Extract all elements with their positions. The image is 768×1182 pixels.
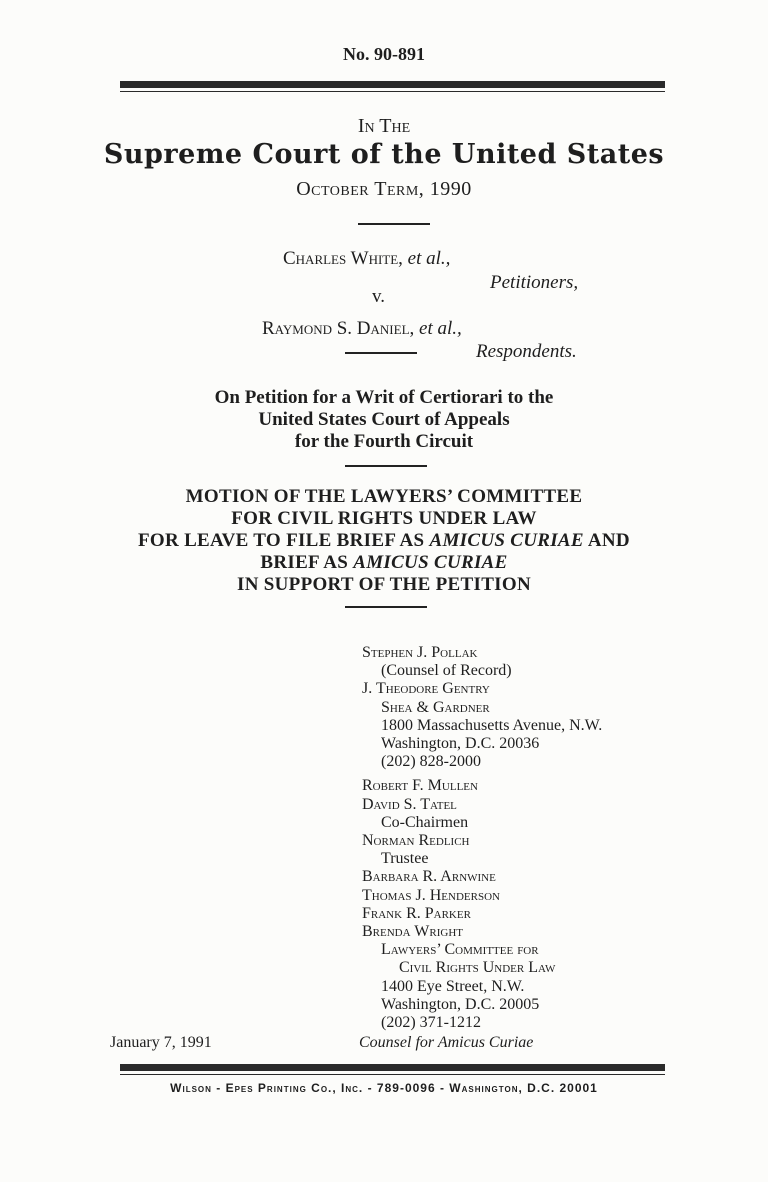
respondent-role [476,341,577,363]
motion-line-3-pre: FOR LEAVE TO FILE BRIEF AS [138,530,425,551]
motion-line-3-post: AND [587,530,630,551]
petition-line-1: On Petition for a Writ of Certiorari to the [214,387,554,408]
motion-line-4 [0,552,768,574]
counsel-line: Trustee [381,850,429,868]
counsel-line: Shea & Gardner [381,698,490,716]
bottom-rule-thin [120,1074,665,1075]
top-rule-thin [120,91,665,92]
counsel-line: Robert F. Mullen [362,777,478,795]
counsel-line: Lawyers’ Committee for [381,941,539,959]
divider-rule [358,223,430,225]
filing-date: January 7, 1991 [110,1034,212,1051]
counsel-line: Brenda Wright [362,923,463,941]
respondent-role-text: Respondents. [476,341,577,362]
respondent-name: Raymond S. Daniel, [262,318,415,339]
motion-title [0,486,768,596]
counsel-line: (Counsel of Record) [381,662,512,680]
bottom-rule-thick [120,1064,665,1071]
counsel-line: Washington, D.C. 20005 [381,995,540,1013]
motion-rule [345,606,427,608]
petitioner-etal: et al., [407,248,451,269]
counsel-line: Co-Chairmen [381,813,469,831]
term-label: October Term, 1990 [296,178,472,200]
counsel-line: 1800 Massachusetts Avenue, N.W. [381,716,603,734]
counsel-line: Washington, D.C. 20036 [381,735,540,753]
petition-block [0,387,768,453]
petitioner-line [283,248,450,270]
caption-rule [345,352,417,354]
counsel-line: (202) 828-2000 [381,753,481,771]
counsel-line: J. Theodore Gentry [362,680,490,698]
counsel-list [362,644,602,1032]
counsel-line: 1400 Eye Street, N.W. [381,977,525,995]
counsel-for-amicus: Counsel for Amicus Curiae [359,1034,534,1051]
petition-rule [345,465,427,467]
motion-line-5: IN SUPPORT OF THE PETITION [237,574,531,595]
counsel-line: David S. Tatel [362,795,457,813]
petitioner-role [490,272,578,294]
counsel-line: Barbara R. Arnwine [362,868,496,886]
counsel-line: Frank R. Parker [362,904,471,922]
counsel-line: Civil Rights Under Law [399,959,556,977]
printer-footer: Wilson - Epes Printing Co., Inc. - 789-0096 - Washington, D.C. 20001 [170,1081,598,1095]
in-the-label: In The [357,115,411,137]
motion-line-3 [0,530,768,552]
respondent-line [262,318,462,340]
motion-line-2: FOR CIVIL RIGHTS UNDER LAW [231,508,537,529]
counsel-line: Thomas J. Henderson [362,886,500,904]
motion-line-4-italic: AMICUS CURIAE [353,552,508,573]
top-rule-thick [120,81,665,88]
petitioner-role-text: Petitioners, [490,272,579,293]
petitioner-name: Charles White, [283,248,403,269]
counsel-line: Stephen J. Pollak [362,644,478,661]
motion-line-3-italic: AMICUS CURIAE [429,530,584,551]
motion-line-4-pre: BRIEF AS [260,552,349,573]
petition-line-3: for the Fourth Circuit [294,431,474,452]
motion-line-1: MOTION OF THE LAWYERS’ COMMITTEE [185,486,583,507]
petition-line-2: United States Court of Appeals [258,409,510,430]
docket-number: No. 90-891 [343,44,425,64]
versus: v. [372,286,386,307]
respondent-etal: et al., [419,318,462,339]
counsel-line: (202) 371-1212 [381,1014,481,1032]
counsel-line: Norman Redlich [362,832,470,850]
court-title: Supreme Court of the United States [103,139,665,170]
